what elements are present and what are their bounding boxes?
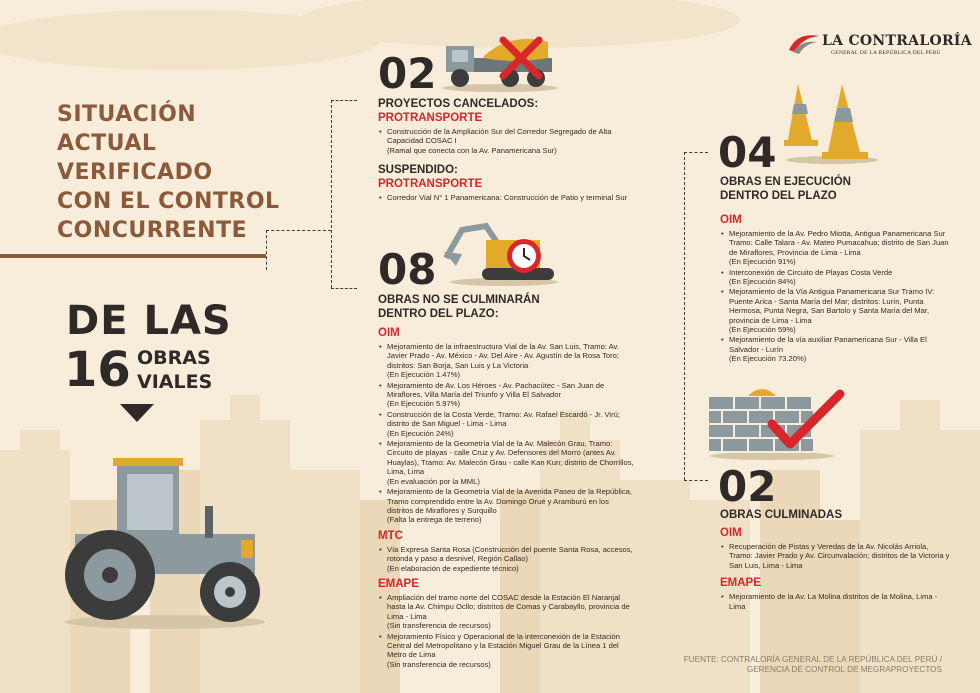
cancelled-count: 02 bbox=[378, 49, 437, 98]
list-item: • Mejoramiento de la Geometría Vial de la Av. Malecón Grau, Tramo: Circuito de playas - calle Cruz y Av. Defensores del Morro (antes Av. Huaylas), Tramo: Av. Malecón Grau - calle Kan Kun; distrito de Chorrillos, Lima, Lima (En evaluación por la MML) bbox=[378, 439, 636, 486]
title-line: CONCURRENTE bbox=[57, 218, 248, 243]
cross-mark-icon bbox=[497, 36, 545, 80]
agency-label: PROTRANSPORTE bbox=[378, 112, 483, 124]
list-item: • Mejoramiento de la vía auxiliar Panamericana Sur - Villa El Salvador - Lurín (En Ejecución 73.20%) bbox=[720, 335, 952, 363]
completed-count: 02 bbox=[718, 462, 777, 511]
list-item: • Mejoramiento Físico y Operacional de la interconexión de la Estación Central del Metropolitano y la Estación Miguel Grau de la Línea 1 del Metro de Lima (Sin transferencia de recursos) bbox=[378, 632, 636, 670]
contraloria-logo-icon bbox=[787, 30, 821, 58]
title-line: VERIFICADO bbox=[57, 160, 213, 185]
list-item: • Corredor Vial N° 1 Panamericana: Construcción de Patio y terminal Sur bbox=[378, 193, 638, 202]
agency-label: PROTRANSPORTE bbox=[378, 178, 483, 191]
cancelled-section bbox=[378, 97, 638, 204]
not-finished-count: 08 bbox=[378, 245, 437, 294]
list-item: • Recuperación de Pistas y Veredas de la Av. Nicolás Arriola, Tramo: Javier Prado y Av. Circunvalación; distritos de la Victoria y San Luis, Lima - Lima bbox=[720, 542, 952, 570]
cancelled-list bbox=[378, 127, 638, 155]
agency-label: OIM bbox=[720, 527, 742, 539]
completed-oim-list bbox=[720, 542, 952, 570]
logo-subtitle: GENERAL DE LA REPÚBLICA DEL PERÚ bbox=[831, 50, 941, 56]
viales-label: VIALES bbox=[137, 371, 213, 393]
excavator-clock-icon bbox=[442, 218, 560, 286]
completed-heading: OBRAS CULMINADAS bbox=[720, 509, 843, 521]
de-las-label: DE LAS bbox=[66, 298, 232, 344]
connector-line bbox=[684, 480, 708, 481]
agency-label: MTC bbox=[378, 529, 403, 542]
list-item: • Vía Expresa Santa Rosa (Construcción del puente Santa Rosa, accesos, rotonda y paso a desnivel, Región Callao) (En elaboración de expediente técnico) bbox=[378, 545, 636, 573]
footer-line: GERENCIA DE CONTROL DE MEGRAPROYECTOS bbox=[746, 665, 942, 674]
obras-viales-label bbox=[137, 346, 212, 394]
list-item: • Construcción de la Ampliación Sur del Corredor Segregado de Alta Capacidad COSAC I (Ramal que conecta con la Av. Panamericana Sur) bbox=[378, 127, 638, 155]
list-item: • Mejoramiento de la Av. Pedro Miotta, Antigua Panamericana Sur Tramo: Calle Talara - Av. Mateo Pumacahua; distrito de San Juan de Miraflores, Provincia de Lima - Lima (En Ejecución 91%) bbox=[720, 229, 952, 267]
brick-wall-check-icon bbox=[706, 388, 846, 460]
connector-line bbox=[331, 288, 357, 289]
connector-line bbox=[684, 152, 708, 153]
traffic-cone-icon bbox=[782, 78, 882, 164]
emape-list bbox=[378, 593, 636, 669]
mtc-list bbox=[378, 545, 636, 573]
list-item: • Mejoramiento de la infraestructura Vial de la Av. San Luis, Tramo: Av. Javier Prado - Av. México - Av. Del Aire - Av. Agustín de la Rosa Toro; distritos: San Borja, San Luis y La Victoria (En Ejecución 1.47%) bbox=[378, 342, 636, 380]
list-item: • Mejoramiento de la Geometría Vial de la Avenida Paseo de la República, Tramo comprendido entre la Av. Domingo Orué y Aramburú en los distritos de Miraflores y Surquillo (Falta la entrega de terreno) bbox=[378, 487, 636, 525]
agency-label: OIM bbox=[378, 327, 400, 339]
not-finished-heading-2: DENTRO DEL PLAZO: bbox=[378, 308, 499, 320]
total-works-number: 16 bbox=[64, 342, 131, 398]
cancelled-heading: PROYECTOS CANCELADOS: bbox=[378, 98, 539, 110]
in-progress-list bbox=[720, 229, 952, 364]
main-title bbox=[57, 100, 297, 245]
footer-line: FUENTE: CONTRALORÍA GENERAL DE LA REPÚBLICA DEL PERÚ / bbox=[683, 655, 942, 664]
agency-label: EMAPE bbox=[378, 577, 419, 590]
tractor-icon bbox=[55, 450, 270, 630]
oim-list bbox=[378, 342, 636, 525]
connector-line bbox=[331, 100, 332, 288]
title-divider bbox=[0, 254, 266, 258]
in-progress-heading-1: OBRAS EN EJECUCIÓN bbox=[720, 176, 851, 188]
list-item: • Mejoramiento de la Av. La Molina distritos de la Molina, Lima - Lima bbox=[720, 592, 952, 611]
agency-label: EMAPE bbox=[720, 577, 761, 590]
list-item: • Construcción de la Costa Verde, Tramo: Av. Rafael Escardó - Jr. Virú; distrito de San Miguel - Lima - Lima (En Ejecución 24%) bbox=[378, 410, 636, 438]
title-line: CON EL CONTROL bbox=[57, 189, 280, 214]
completed-emape-list bbox=[720, 592, 952, 611]
completed-section bbox=[720, 508, 952, 612]
connector-line bbox=[684, 152, 685, 480]
not-finished-heading-1: OBRAS NO SE CULMINARÁN bbox=[378, 294, 540, 306]
title-line: SITUACIÓN bbox=[57, 102, 197, 127]
suspended-heading: SUSPENDIDO: bbox=[378, 164, 458, 177]
connector-line bbox=[331, 100, 357, 101]
logo-name: LA CONTRALORÍA bbox=[822, 33, 972, 49]
list-item: • Ampliación del tramo norte del COSAC desde la Estación El Naranjal hasta la Av. Chimpu Ocllo; distritos de Comas y Carabayllo, provincia de Lima - Lima (Sin transferencia de recursos) bbox=[378, 593, 636, 631]
agency-label: OIM bbox=[720, 214, 742, 226]
suspended-list bbox=[378, 193, 638, 202]
list-item: • Mejoramiento de Av. Los Héroes - Av. Pachacútec - San Juan de Miraflores, Villa María del Triunfo y Villa El Salvador (En Ejecución 5.97%) bbox=[378, 381, 636, 409]
list-item: • Interconexión de Circuito de Playas Costa Verde (En Ejecución 84%) bbox=[720, 268, 952, 287]
source-footer bbox=[612, 655, 942, 675]
in-progress-count: 04 bbox=[718, 128, 777, 177]
obras-label: OBRAS bbox=[137, 347, 211, 369]
in-progress-section bbox=[720, 175, 952, 365]
in-progress-heading-2: DENTRO DEL PLAZO bbox=[720, 190, 837, 202]
list-item: • Mejoramiento de la Vía Antigua Panamericana Sur Tramo IV: Puente Arica - Santa María del Mar; distritos: Lurín, Punta Hermosa, Punta Negra, San Bartolo y Santa María del Mar, provincia de Lima - Lima (En Ejecución 59%) bbox=[720, 287, 952, 334]
down-arrow-icon bbox=[120, 404, 154, 422]
not-finished-section bbox=[378, 293, 636, 670]
title-line: ACTUAL bbox=[57, 131, 157, 156]
